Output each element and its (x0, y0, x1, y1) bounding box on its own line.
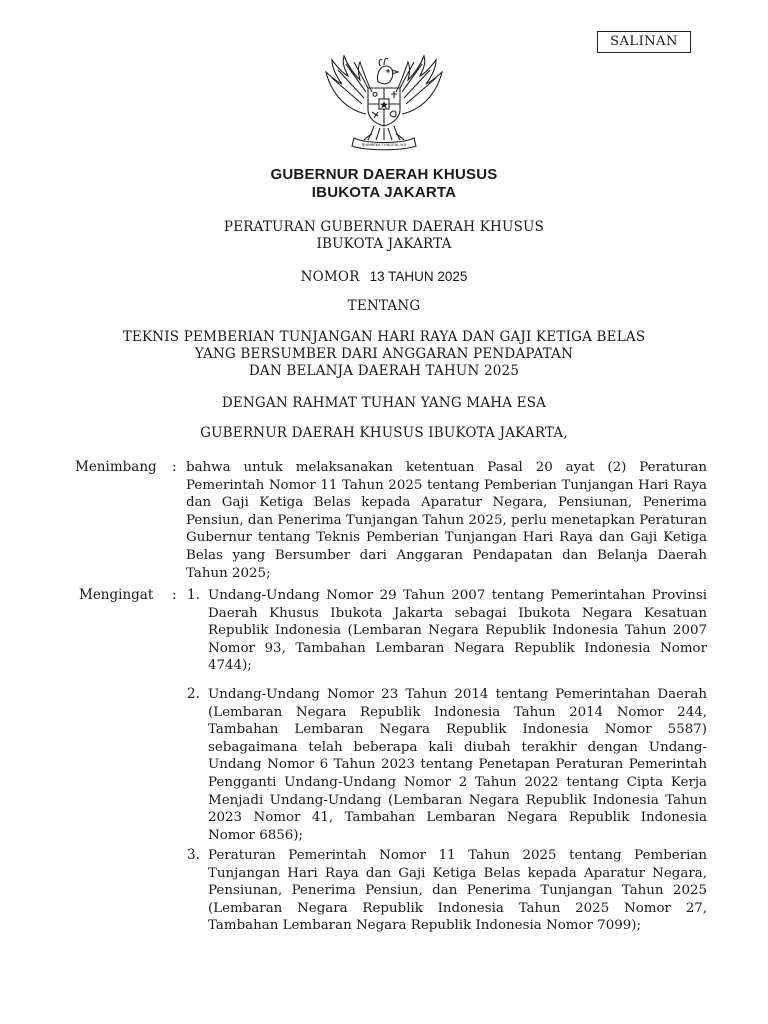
blessing-line: DENGAN RAHMAT TUHAN YANG MAHA ESA (221, 395, 547, 411)
menimbang-colon: : (172, 459, 177, 475)
institution-line-1: GUBERNUR DAERAH KHUSUS (270, 166, 498, 183)
regulation-title (0, 219, 768, 253)
menimbang-text: bahwa untuk melaksanakan ketentuan Pasal 20 ayat (2) Peraturan Pemerintah Nomor 11 Tahun 2025 tentang Pemberian Tunjangan Hari Raya dan Gaji Ketiga Belas kepada Aparatur Negara, Pensiunan, Penerima Pensiun, dan Penerima Tunjangan Tahun 2025, perlu menetapkan Peraturan Gubernur tentang Teknis Pemberian Tunjangan Hari Raya dan Gaji Ketiga Belas yang Bersumber dari Anggaran Pendapatan dan Belanja Daerah Tahun 2025; (186, 460, 707, 581)
regulation-line-2: IBUKOTA JAKARTA (316, 236, 452, 252)
menimbang-label: Menimbang (75, 459, 157, 475)
nomor-value: 13 TAHUN 2025 (369, 269, 468, 284)
governor-line: GUBERNUR DAERAH KHUSUS IBUKOTA JAKARTA, (200, 425, 568, 441)
emblem-motto: BHINNEKA TUNGGAL IKA (361, 143, 407, 148)
regulation-subject (0, 329, 768, 380)
institution-line-2: IBUKOTA JAKARTA (311, 184, 457, 201)
mengingat-label: Mengingat (79, 587, 154, 603)
subject-line-2: YANG BERSUMBER DARI ANGGARAN PENDAPATAN (194, 346, 574, 362)
mengingat-item-1-text: Undang-Undang Nomor 29 Tahun 2007 tentang Pemerintahan Provinsi Daerah Khusus Ibukota Jakarta sebagai Ibukota Negara Kesatuan Republik Indonesia (Lembaran Negara Republik Indonesia Tahun 2007 Nomor 93, Tambahan Lembaran Negara Republik Indonesia Nomor 4744); (208, 588, 707, 674)
regulation-line-1: PERATURAN GUBERNUR DAERAH KHUSUS (223, 219, 545, 235)
mengingat-colon: : (172, 587, 177, 603)
regulation-number (0, 268, 768, 286)
subject-line-1: TEKNIS PEMBERIAN TUNJANGAN HARI RAYA DAN GAJI KETIGA BELAS (122, 329, 646, 345)
mengingat-item-1-number: 1. (187, 587, 200, 603)
mengingat-item-2-number: 2. (187, 686, 200, 702)
garuda-pancasila-emblem-icon (318, 52, 450, 152)
mengingat-item-2-text: Undang-Undang Nomor 23 Tahun 2014 tentang Pemerintahan Daerah (Lembaran Negara Republik Indonesia Tahun 2014 Nomor 244, Tambahan Lembaran Negara Republik Indonesia Nomor 5587) sebagaimana telah beberapa kali diubah terakhir dengan Undang-Undang Nomor 6 Tahun 2023 tentang Penetapan Peraturan Pemerintah Pengganti Undang-Undang Nomor 2 Tahun 2022 tentang Cipta Kerja Menjadi Undang-Undang (Lembaran Negara Republik Indonesia Tahun 2023 Nomor 41, Tambahan Lembaran Negara Republik Indonesia Nomor 6856); (208, 687, 707, 843)
subject-line-3: DAN BELANJA DAERAH TAHUN 2025 (248, 363, 520, 379)
salinan-stamp: SALINAN (597, 31, 691, 53)
tentang-heading: TENTANG (347, 298, 421, 314)
mengingat-item-3-text: Peraturan Pemerintah Nomor 11 Tahun 2025 tentang Pemberian Tunjangan Hari Raya dan Gaji Ketiga Belas kepada Aparatur Negara, Pensiunan, Penerima Pensiun, dan Penerima Tunjangan Tahun 2025 (Lembaran Negara Republik Indonesia Tahun 2025 Nomor 27, Tambahan Lembaran Negara Republik Indonesia Nomor 7099); (208, 848, 707, 934)
nomor-label: NOMOR (300, 269, 360, 285)
institution-title (0, 166, 768, 202)
mengingat-item-3-number: 3. (187, 847, 200, 863)
